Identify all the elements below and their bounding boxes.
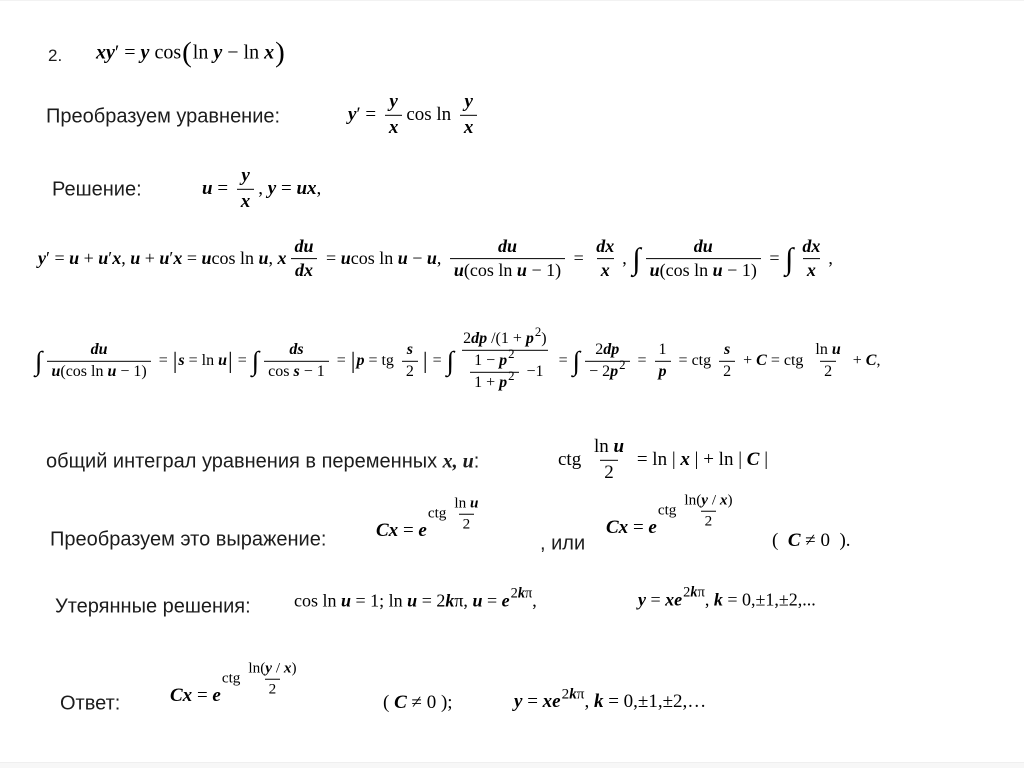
formula-given-equation: xy ′ = y cos ( ln y − ln x ) xyxy=(96,36,285,69)
label-general-integral-text: общий интеграл уравнения в переменных xyxy=(46,450,443,473)
formula-c-not-zero: ( C ≠ 0 ). xyxy=(772,530,851,551)
label-general-integral-colon: : xyxy=(473,450,480,473)
label-lost-solutions: Утерянные решения: xyxy=(55,595,251,618)
formula-transformed-equation: y ′ = $\frac{y}{x}$ cos ln y x xyxy=(348,90,481,140)
formula-general-integral: ctg ln u 2 = ln | x | + ln | C | xyxy=(558,435,768,485)
label-answer: Ответ: xyxy=(60,692,121,715)
item-number xyxy=(48,46,62,66)
label-transform-equation: Преобразуем уравнение: xyxy=(46,105,281,128)
formula-derivation-line1: y ′ = u + u ′ x , u + u ′ x = u cos ln u , x $\frac{du}{dx}$ = u cos ln u − u , du u (cos ln u − 1) = $\frac{dx}{x}$ , ∫ du u (cos ln u − 1) = ∫ dx x , xyxy=(38,235,833,283)
label-general-integral xyxy=(46,451,479,474)
label-or: , или xyxy=(540,532,586,555)
formula-exponential-u: Cx = e ctg ln u 2 xyxy=(376,494,479,541)
formula-answer-main: Cx = e ctg ln( y / x ) 2 xyxy=(170,659,297,706)
formula-lost-solutions-y: y = xe 2 k π , k = 0,±1,±2,... xyxy=(638,584,816,610)
item-number-label: 2. xyxy=(48,46,63,65)
formula-exponential-yx: Cx = e ctg ln( y / x ) 2 xyxy=(606,491,733,538)
formula-derivation-line2: ∫ du u (cos ln u − 1) = | s = ln u | = ∫ ds cos s − 1 = | p = tg s 2 | = ∫ 2 dp /(1 + p 2 ) 1 − p 2 1 + p 2 −1 = ∫ 2 dp − 2 p 2 = $\frac{1}{p}$ = ctg s 2 + C = ctg ln u 2 + C , xyxy=(34,329,880,393)
formula-answer-condition: ( C ≠ 0 ); xyxy=(383,692,453,713)
label-solution: Решение: xyxy=(52,178,142,201)
formula-lost-solutions-u: cos ln u = 1; ln u = 2 k π, u = e 2 k π , xyxy=(294,585,537,611)
label-transform-expression: Преобразуем это выражение: xyxy=(50,528,327,551)
formula-answer-special: y = xe 2 k π , k = 0,±1,±2,… xyxy=(514,685,707,712)
label-general-integral-vars: x, u xyxy=(442,450,474,473)
slide-bottom-edge xyxy=(0,762,1024,768)
formula-substitution: u = $\frac{y}{x}$ , y = ux , xyxy=(202,164,321,214)
